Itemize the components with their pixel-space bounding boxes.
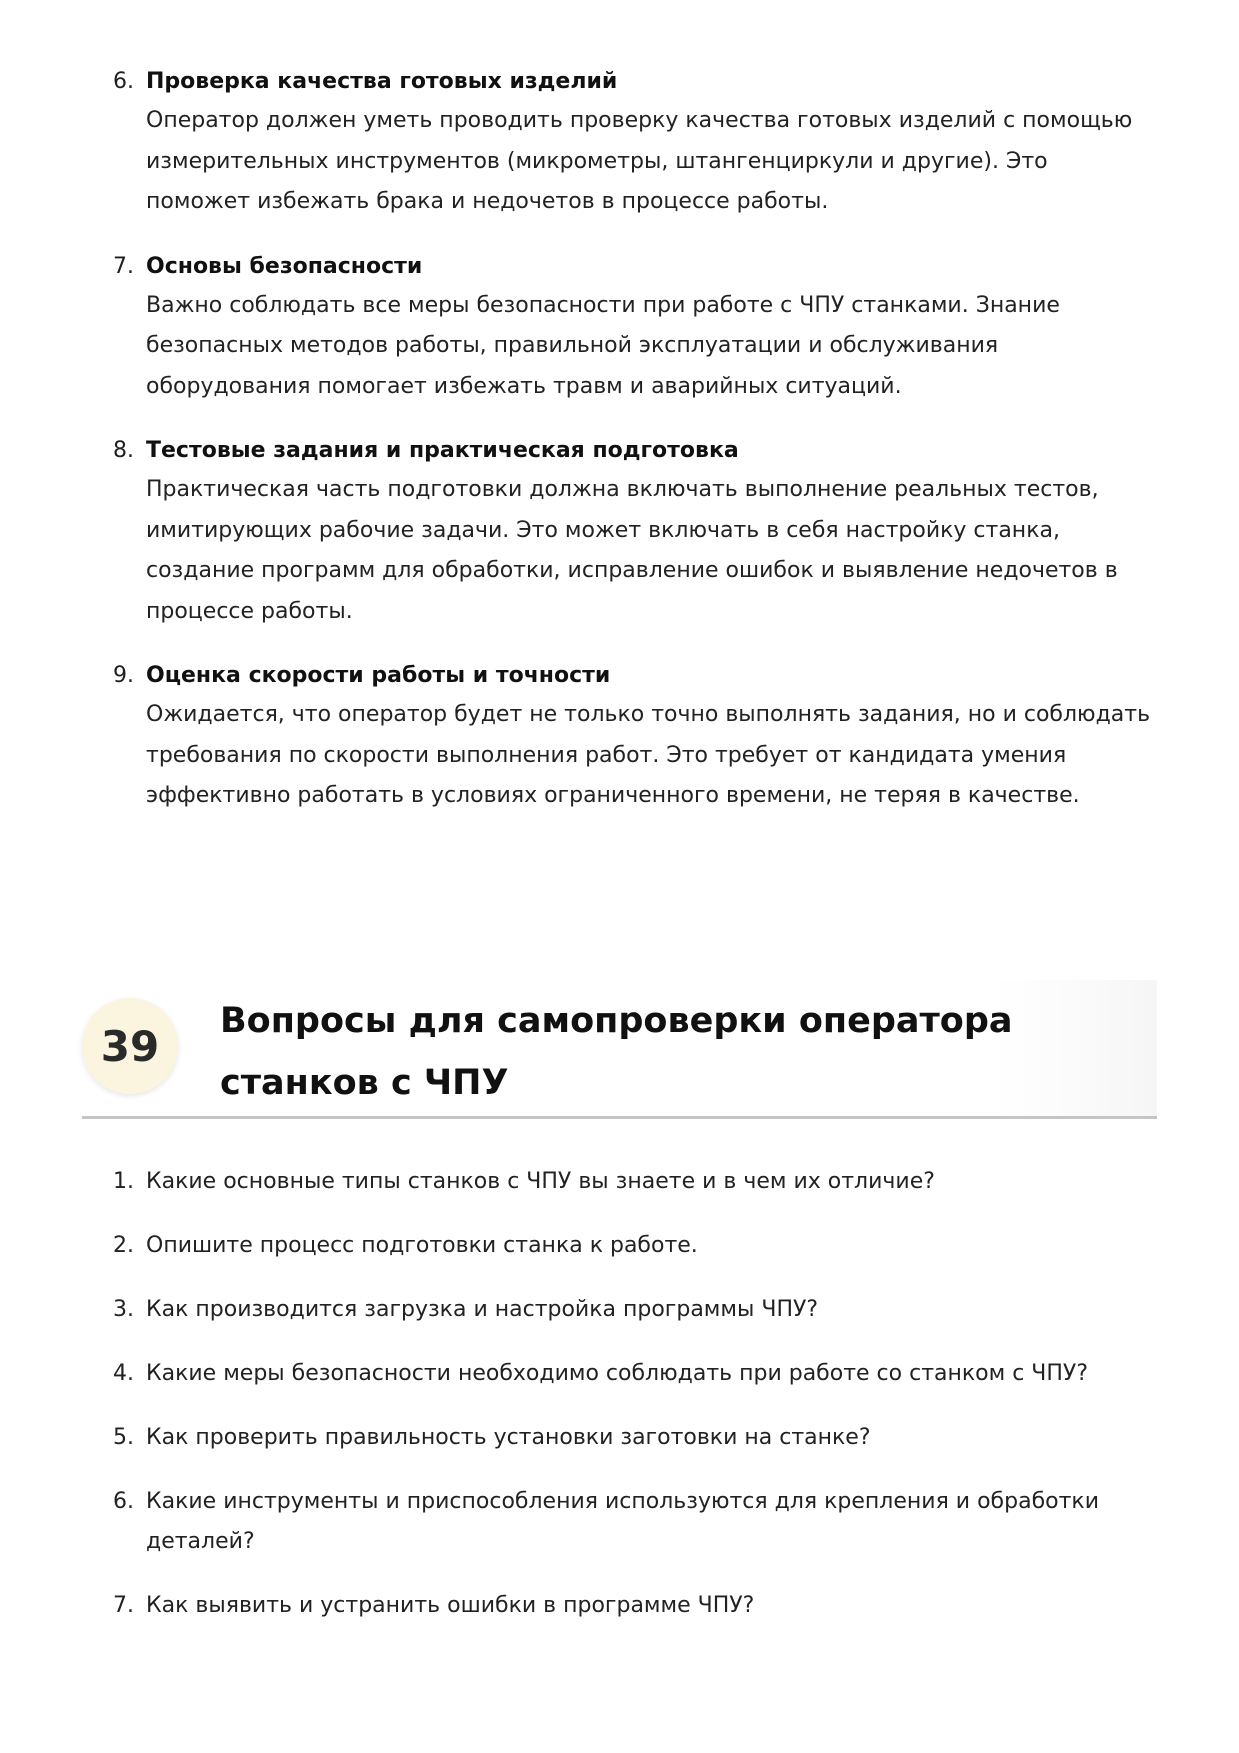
question-number: 4. [113,1361,134,1386]
list-item-number: 7. [113,253,134,279]
question-text: Опишите процесс подготовки станка к работе. [146,1233,698,1258]
question-item [113,1226,1153,1266]
section-title: Вопросы для самопроверки оператора станков с ЧПУ [220,1001,1013,1103]
question-number: 1. [113,1169,134,1194]
list-item-number: 6. [113,69,134,94]
question-text: Как проверить правильность установки заготовки на станке? [146,1425,871,1450]
questions-list [113,1162,1153,1650]
question-number: 2. [113,1233,134,1258]
list-item [113,247,1153,408]
list-item-title: Оценка скорости работы и точности [146,663,611,688]
list-item-title: Проверка качества готовых изделий [146,69,618,94]
list-item [113,62,1153,223]
question-number: 3. [113,1297,134,1322]
list-item-number: 9. [113,663,134,688]
question-item [113,1482,1153,1562]
list-item-number: 8. [113,438,134,463]
question-item [113,1418,1153,1458]
list-item-description: Важно соблюдать все меры безопасности при работе с ЧПУ станками. Знание безопасных методов работы, правильной эксплуатации и обслуживания оборудования помогает избежать травм и аварийных ситуаций. [146,292,1060,399]
question-text: Какие инструменты и приспособления используются для крепления и обработки деталей? [146,1489,1100,1554]
question-number: 5. [113,1425,134,1450]
list-item-description: Ожидается, что оператор будет не только точно выполнять задания, но и соблюдать требования по скорости выполнения работ. Это требует от кандидата умения эффективно работать в условиях ограниченного времени, не теряя в качестве. [146,702,1151,808]
question-text: Как производится загрузка и настройка программы ЧПУ? [146,1297,819,1322]
list-item-title: Основы безопасности [146,253,423,279]
question-item [113,1354,1153,1394]
list-item-description: Практическая часть подготовки должна включать выполнение реальных тестов, имитирующих рабочие задачи. Это может включать в себя настройку станка, создание программ для обработки, исправление ошибок и выявление недочетов в процессе работы. [146,477,1118,624]
question-item [113,1162,1153,1202]
question-text: Как выявить и устранить ошибки в программе ЧПУ? [146,1593,755,1618]
section-number-badge: 39 [82,998,178,1094]
list-item [113,656,1153,817]
question-text: Какие основные типы станков с ЧПУ вы знаете и в чем их отличие? [146,1169,935,1194]
question-item [113,1586,1153,1626]
question-item [113,1290,1153,1330]
question-number: 7. [113,1593,134,1618]
question-text: Какие меры безопасности необходимо соблюдать при работе со станком с ЧПУ? [146,1361,1089,1386]
section-header [82,980,1157,1119]
list-item [113,431,1153,632]
top-numbered-list [113,62,1153,841]
list-item-title: Тестовые задания и практическая подготовка [146,438,739,463]
list-item-description: Оператор должен уметь проводить проверку качества готовых изделий с помощью измерительных инструментов (микрометры, штангенциркули и другие). Это поможет избежать брака и недочетов в процессе работы. [146,108,1133,214]
question-number: 6. [113,1489,134,1514]
